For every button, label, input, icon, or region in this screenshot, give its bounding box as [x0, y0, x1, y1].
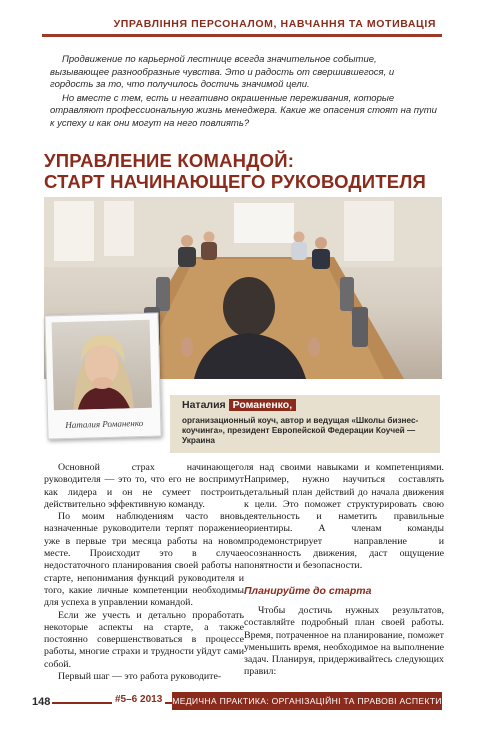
page-header	[42, 14, 442, 37]
author-signature: Наталия Романенко	[65, 417, 144, 431]
intro-lead	[50, 54, 438, 132]
intro-paragraph: Продвижение по карьерной лестнице всегда значительное событие, вызывающее разнообразные чувства. Это и радость от свершившегося, и гордость за то, что получилось достичь значимой цели.	[50, 54, 395, 91]
section-title: УПРАВЛІННЯ ПЕРСОНАЛОМ, НАВЧАННЯ ТА МОТИВАЦІЯ	[113, 18, 436, 30]
body-column-right	[244, 462, 444, 679]
author-role: организационный коуч, автор и ведущая «Школы бизнес-коучинга», президент Европейской Федерации Коучей — Украина	[182, 416, 419, 446]
body-paragraph: По моим наблюдениям часто вновь назначенные руководители терпят поражение уже в первые три месяца работы на новом месте. Происходит это в случае недостаточного планирования своей работы на старте, непонимания функций руководителя и того, какие личные компетенции необходимы для успеха в управлении командой.	[44, 511, 244, 609]
article-title	[44, 150, 464, 192]
body-column-left	[44, 462, 244, 683]
author-surname: Романенко,	[229, 399, 296, 411]
author-photo	[44, 313, 161, 440]
journal-title: МЕДИЧНА ПРАКТИКА: ОРГАНІЗАЦІЙНІ ТА ПРАВОВІ АСПЕКТИ	[172, 692, 442, 710]
author-first-name: Наталия	[182, 399, 226, 411]
issue-number: #5–6 2013	[112, 694, 165, 705]
intro-paragraph: Но вместе с тем, есть и негативно окрашенные переживания, которые отравляют профессиональную жизнь менеджера. Какие же опасения стоят на пути к успеху и как они могут на него повлиять?	[50, 92, 437, 129]
author-name	[182, 399, 296, 411]
author-credit	[170, 395, 440, 453]
body-paragraph: Основной страх начинающего руководителя — это то, что его не воспримут как лидера и он не сумеет построить действительно эффективную команду.	[44, 462, 244, 510]
author-portrait	[52, 320, 152, 411]
title-line: УПРАВЛЕНИЕ КОМАНДОЙ:	[44, 150, 295, 171]
title-line: СТАРТ НАЧИНАЮЩЕГО РУКОВОДИТЕЛЯ	[44, 171, 427, 192]
body-paragraph: ля над своими навыками и компетенциями. Например, нужно научиться составлять детальный план действий до начала движения к цели. Это поможет структурировать свою деятельность и наметить правильные ориентиры. А членам команды продемонстрирует направление и осознанность движения, даст ощущение понятности и безопасности.	[244, 462, 444, 572]
body-paragraph: Первый шаг — это работа руководите-	[58, 671, 222, 683]
page-number: 148	[32, 696, 51, 708]
body-paragraph: Чтобы достичь нужных результатов, составляйте подробный план своей работы. Время, потраченное на планирование, поможет уменьшить время, необходимое на выполнение задач. Планируя, придерживайтесь следующих правил:	[244, 604, 444, 678]
section-subheading: Планируйте до старта	[244, 584, 372, 597]
body-paragraph: Если же учесть и детально проработать некоторые аспекты на старте, а также постоянно совершенствоваться в процессе работы, многие страхи и трудности уйдут сами собой.	[44, 609, 244, 670]
